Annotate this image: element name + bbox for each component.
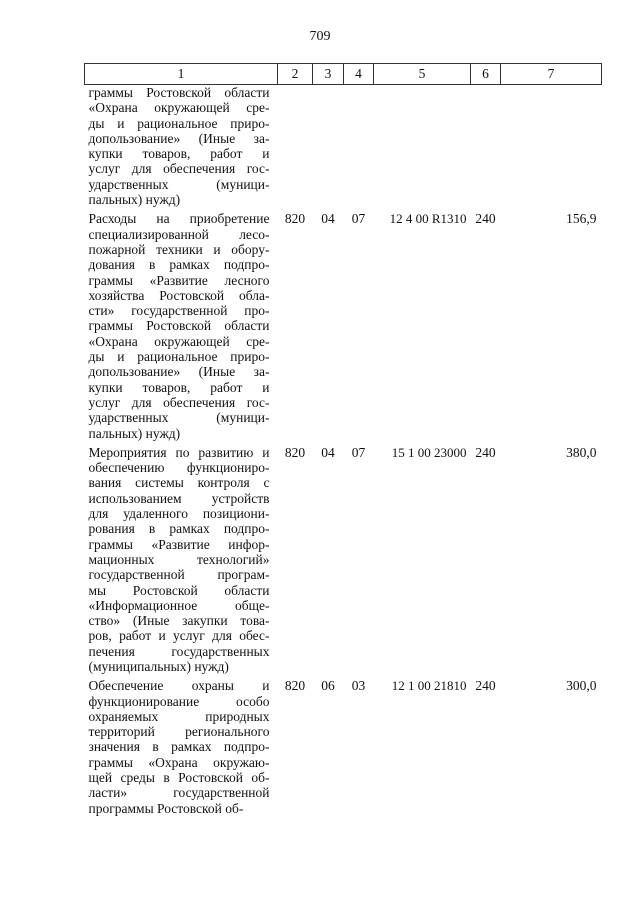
description-line: «Охрана окружающей сре- [88, 333, 270, 349]
subsection-code: 03 [351, 678, 366, 694]
description-line: (муниципальных) нужд) [88, 658, 229, 674]
amount-value: 300,0 [566, 678, 597, 694]
section-code [313, 85, 344, 208]
description-line: Обеспечение охраны и [88, 678, 270, 694]
description-line: граммы Ростовской области [88, 85, 270, 100]
column-header-6: 6 [471, 64, 501, 85]
expense-type-code: 240 [475, 211, 496, 227]
target-article-code: 15 1 00 23000 [391, 444, 467, 460]
table-row [85, 674, 602, 816]
description-line: функционирование особо [88, 693, 270, 709]
description-line: ласти» государственной [88, 785, 270, 801]
description-line: пальных) нужд) [88, 192, 181, 208]
description-line: ство» (Иные закупки това- [88, 613, 270, 629]
description-line: значения в рамках подпро- [88, 739, 270, 755]
description-line: услуг для обеспечения гос- [88, 394, 270, 410]
description-line: Расходы на приобретение [88, 211, 270, 227]
ministry-code: 820 [284, 444, 306, 460]
table-row [85, 207, 602, 440]
section-code: 04 [321, 444, 335, 460]
subsection-code: 07 [351, 211, 366, 227]
table-row [85, 85, 602, 208]
description-line: ды и рациональное приро- [88, 349, 270, 365]
description-line: программы Ростовской об- [88, 800, 244, 816]
description-line: ды и рациональное приро- [88, 115, 270, 131]
column-header-5: 5 [374, 64, 471, 85]
description-line: вания системы контроля с [88, 475, 270, 491]
amount-value [501, 85, 602, 208]
description-line: мы Ростовской области [88, 582, 270, 598]
expense-type-code: 240 [475, 444, 496, 460]
section-code: 06 [321, 678, 335, 694]
description-line: Мероприятия по развитию и [88, 444, 270, 460]
target-article-code: 12 4 00 R1310 [389, 211, 467, 227]
subsection-code: 07 [351, 444, 366, 460]
description-line: для удаленного позициони- [88, 506, 270, 522]
description-line: «Охрана окружающей сре- [88, 100, 270, 116]
description-line: купки товаров, работ и [88, 379, 270, 395]
description-line: граммы «Охрана окружаю- [88, 754, 270, 770]
description-line: граммы «Развитие инфор- [88, 536, 270, 552]
expense-type-code [471, 85, 501, 208]
ministry-code [278, 85, 313, 208]
description-line: щей среды в Ростовской об- [88, 770, 270, 786]
row-description [85, 85, 278, 208]
description-line: граммы «Развитие лесного [88, 272, 270, 288]
target-article-code [374, 85, 471, 208]
description-line: ударственных (муници- [88, 410, 270, 426]
table-header-row [85, 64, 602, 85]
column-header-7: 7 [501, 64, 602, 85]
description-line: купки товаров, работ и [88, 146, 270, 162]
description-line: хозяйства Ростовской обла- [88, 287, 270, 303]
row-description [85, 441, 278, 674]
description-line: допользование» (Иные за- [88, 130, 270, 146]
row-description [85, 207, 278, 440]
column-header-3: 3 [313, 64, 344, 85]
description-line: печения государственных [88, 643, 270, 659]
column-header-2: 2 [278, 64, 313, 85]
column-header-1: 1 [85, 64, 278, 85]
description-line: рования в рамках подпро- [88, 521, 270, 537]
description-line: мационных технологий» [88, 551, 270, 567]
table-body [85, 85, 602, 816]
amount-value: 156,9 [566, 211, 597, 227]
subsection-code [344, 85, 374, 208]
ministry-code: 820 [284, 211, 306, 227]
description-line: допользование» (Иные за- [88, 364, 270, 380]
description-line: использованием устройств [88, 490, 270, 506]
budget-table [84, 63, 602, 816]
description-line: услуг для обеспечения гос- [88, 161, 270, 177]
row-description [85, 674, 278, 816]
table-row [85, 441, 602, 674]
ministry-code: 820 [284, 678, 306, 694]
description-line: сти» государственной про- [88, 303, 270, 319]
description-line: пальных) нужд) [88, 425, 181, 441]
description-line: охраняемых природных [88, 708, 270, 724]
description-line: государственной програм- [88, 567, 270, 583]
description-line: пожарной техники и обору- [88, 241, 270, 257]
section-code: 04 [321, 211, 335, 227]
description-line: «Информационное обще- [88, 597, 270, 613]
page-number: 709 [309, 29, 331, 44]
description-line: ударственных (муници- [88, 176, 270, 192]
description-line: дования в рамках подпро- [88, 257, 270, 273]
description-line: специализированной лесо- [88, 226, 270, 242]
amount-value: 380,0 [566, 444, 597, 460]
description-line: ров, работ и услуг для обес- [88, 628, 270, 644]
target-article-code: 12 1 00 21810 [391, 678, 467, 694]
expense-type-code: 240 [475, 678, 496, 694]
description-line: граммы Ростовской области [88, 318, 270, 334]
column-header-4: 4 [344, 64, 374, 85]
description-line: обеспечению функциониро- [88, 460, 270, 476]
description-line: территорий регионального [88, 724, 270, 740]
